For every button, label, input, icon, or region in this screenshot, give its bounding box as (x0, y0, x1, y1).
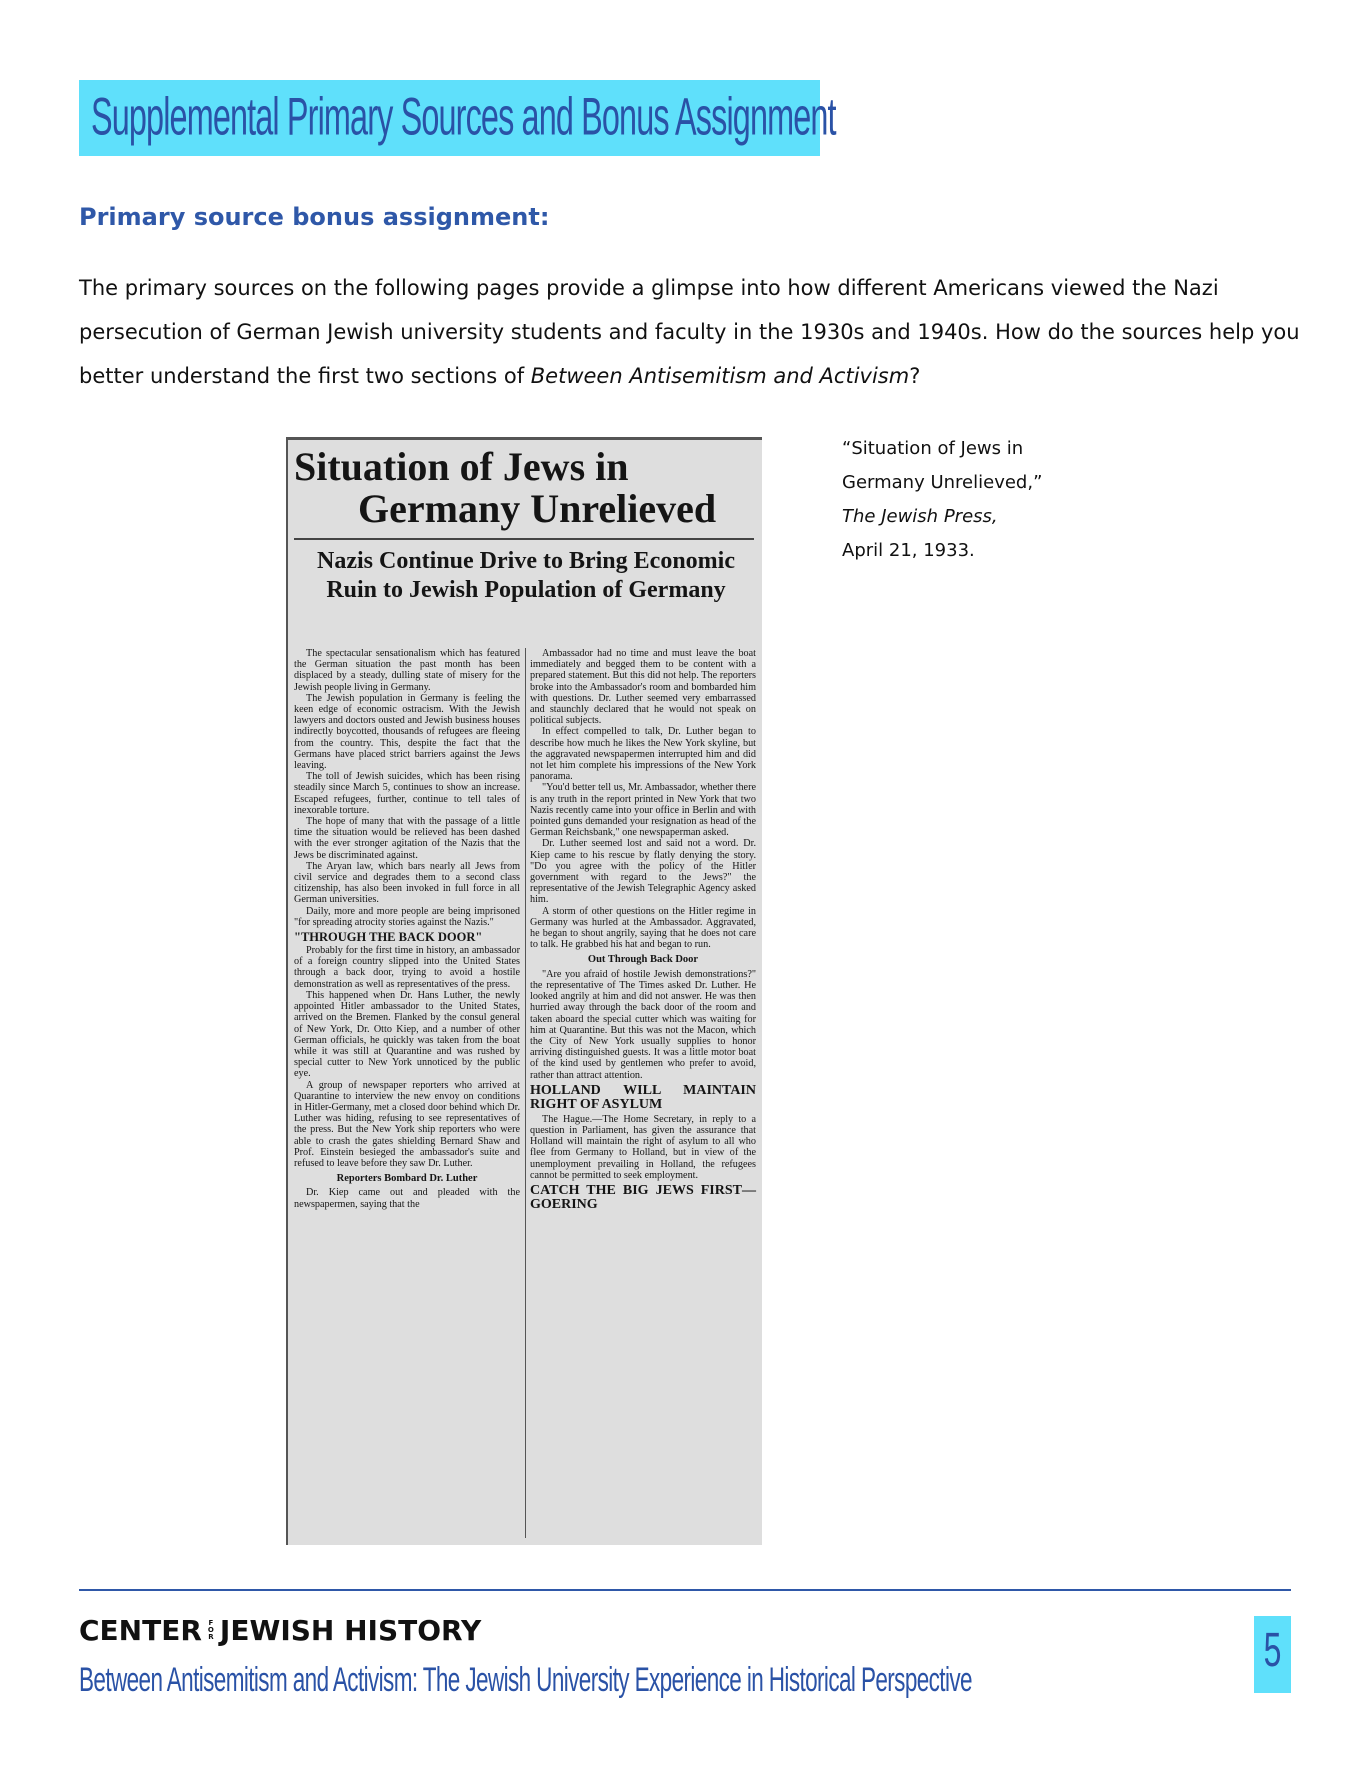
clipping-paragraph: The Aryan law, which bars nearly all Jews from civil service and degrades them to a second class citizenship, has also been invoked in full force in all German universities. (294, 860, 520, 906)
footer-divider (79, 1589, 1291, 1591)
clipping-paragraph: The toll of Jewish suicides, which has been rising steadily since March 5, continues to show an increase. Escaped refugees, further, continue to tell tales of inexorable torture. (294, 771, 520, 816)
caption-title-line2: Germany Unrelieved,” (842, 472, 1043, 493)
clipping-paragraph: A group of newspaper reporters who arrived at Quarantine to interview the new envoy on conditions in Hitler-Germany, met a closed door behind which Dr. Luther was hiding, refusing to see representatives of the press. But the New York ship reporters who were able to crash the gates shielding Bernard Shaw and Prof. Einstein besieged the ambassador's suite and refused to leave before they saw Dr. Luther. (294, 1079, 520, 1169)
clipping-subheadline: Nazis Continue Drive to Bring Economic Ruin to Jewish Population of Germany (317, 548, 735, 603)
clipping-paragraph: In effect compelled to talk, Dr. Luther began to describe how much he likes the New York skyline, but the aggravated newspapermen interrupted him and did not let him complete his impressions of the New York panorama. (530, 726, 756, 783)
org-name-right: JEWISH HISTORY (219, 1614, 482, 1647)
clipping-paragraph: The Hague.—The Home Secretary, in reply to a question in Parliament, has given the assurance that Holland will maintain the right of asylum to all who flee from Germany to Holland, but in view of the unemployment prevailing in Holland, the refugees cannot be permitted to seek employment. (530, 1113, 756, 1181)
clipping-columns (294, 648, 756, 1538)
clipping-rule (294, 538, 754, 540)
clipping-section-heading: "THROUGH THE BACK DOOR" (294, 930, 483, 945)
clipping-top-border (288, 437, 762, 440)
clipping-crosshead: Out Through Back Door (587, 954, 699, 966)
book-title: Between Antisemitism and Activism (530, 364, 910, 388)
organization-logo (79, 1614, 481, 1647)
clipping-paragraph: Dr. Kiep came out and pleaded with the newspapermen, saying that the (294, 1187, 520, 1210)
intro-end: ? (909, 364, 921, 388)
section-heading: Primary source bonus assignment: (79, 203, 550, 231)
title-banner (79, 80, 836, 156)
clipping-paragraph: Probably for the first time in history, an ambassador of a foreign country slipped into the United States through a back door, trying to avoid a hostile demonstration as well as representatives of the press. (294, 945, 520, 990)
org-for-mark: F O R (207, 1619, 214, 1641)
intro-paragraph (79, 266, 1319, 398)
clipping-paragraph: Ambassador had no time and must leave the boat immediately and begged them to be content with a prepared statement. But this did not help. The reporters broke into the Ambassador's room and bombarded him with questions. Dr. Luther seemed very embarrassed and staunchly declared that he would not speak on political subjects. (530, 648, 756, 727)
clipping-paragraph: The hope of many that with the passage of a little time the situation would be relieved has been dashed with the ever stronger agitation of the Nazis that the Jews be discriminated against. (294, 816, 520, 861)
intro-text: The primary sources on the following pages provide a glimpse into how different Americans viewed the Nazi persecution of German Jewish university students and faculty in the 1930s and 1940s. How do the sources help you better understand the first two sections of (79, 276, 1300, 388)
page-number-box (1254, 1616, 1291, 1693)
footer-subtitle: Between Antisemitism and Activism: The Jewish University Experience in Historical Perspective (79, 1661, 972, 1699)
caption-title-line1: “Situation of Jews in (842, 438, 1024, 459)
clipping-headline-line1: Situation of Jews in (294, 444, 629, 489)
page-title: Supplemental Primary Sources and Bonus Assignment (91, 86, 836, 147)
clipping-headline-line2: Germany Unrelieved (358, 486, 717, 531)
column-divider (525, 648, 526, 1538)
clipping-paragraph: The spectacular sensationalism which has featured the German situation the past month has been displaced by a steady, dulling state of misery for the Jewish people living in Germany. (294, 648, 520, 693)
newspaper-clipping (286, 437, 762, 1545)
clipping-paragraph: "Are you afraid of hostile Jewish demonstrations?" the representative of The Times asked Dr. Luther. He looked angrily at him and did not answer. He was then hurried away through the back door of the room and taken aboard the special cutter which was waiting for him at Quarantine. But this was not the Macon, which the City of New York usually supplies to honor arriving distinguished guests. It was a little motor boat of the kind used by gentlemen who prefer to avoid, rather than attract attention. (530, 968, 756, 1081)
image-caption (842, 432, 1042, 568)
clipping-crosshead: Reporters Bombard Dr. Luther (336, 1173, 478, 1185)
org-name-left: CENTER (79, 1614, 202, 1647)
clipping-paragraph: This happened when Dr. Hans Luther, the newly appointed Hitler ambassador to the United States, arrived on the Bremen. Flanked by the consul general of New York, Dr. Otto Kiep, and a number of other German officials, he quickly was taken from the boat while it was still at Quarantine and was rushed by special cutter to New York unnoticed by the public eye. (294, 989, 520, 1080)
caption-date: April 21, 1933. (842, 540, 975, 561)
caption-source: The Jewish Press, (842, 506, 998, 527)
clipping-right-column (530, 648, 756, 1538)
clipping-paragraph: The Jewish population in Germany is feeling the keen edge of economic ostracism. With the Jewish lawyers and doctors ousted and Jewish business houses indirectly boycotted, thousands of refugees are fleeing from the country. This, despite the fact that the Germans have placed strict barriers against the Jews leaving. (294, 692, 520, 772)
clipping-left-column (294, 648, 520, 1538)
clipping-paragraph: Dr. Luther seemed lost and said not a word. Dr. Kiep came to his rescue by flatly denying the story. "Do you agree with the policy of the Hitler government with regard to the Jews?" the representative of the Jewish Telegraphic Agency asked him. (530, 838, 756, 906)
clipping-section-heading: CATCH THE BIG JEWS FIRST—GOERING (530, 1182, 756, 1212)
clipping-paragraph: A storm of other questions on the Hitler regime in Germany was hurled at the Ambassador. Aggravated, he began to shout angrily, saying that he does not care to talk. He grabbed his hat and began to run. (530, 905, 756, 951)
page-number: 5 (1263, 1624, 1282, 1677)
clipping-paragraph: "You'd better tell us, Mr. Ambassador, whether there is any truth in the report printed in New York that two Nazis recently came into your office in Berlin and with pointed guns demanded your resignation as head of the German Reichsbank," one newspaperman asked. (530, 782, 756, 839)
clipping-paragraph: Daily, more and more people are being imprisoned "for spreading atrocity stories against the Nazis." (294, 905, 520, 928)
clipping-section-heading: HOLLAND WILL MAINTAIN RIGHT OF ASYLUM (530, 1082, 756, 1112)
